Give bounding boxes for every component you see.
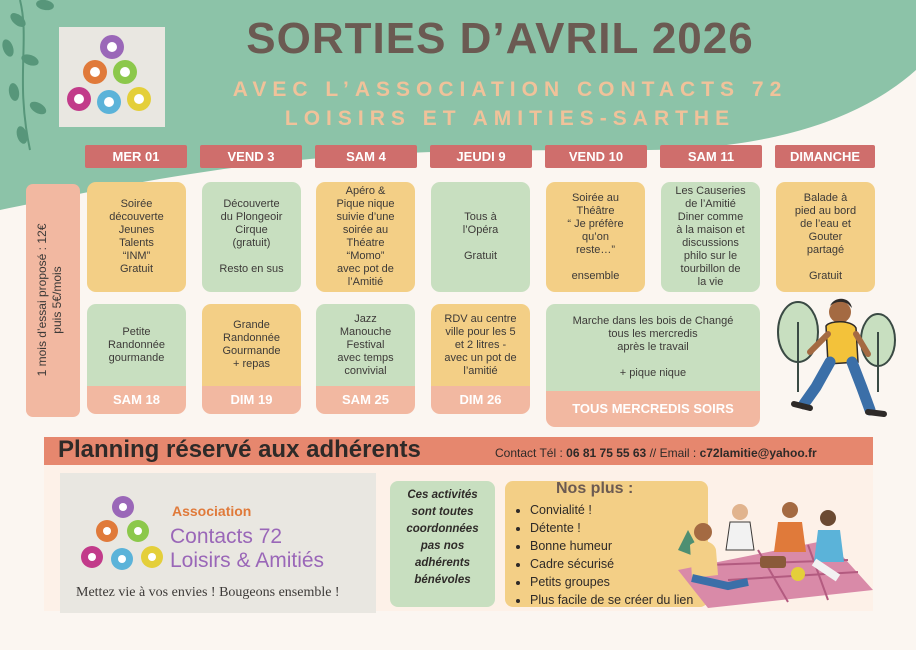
association-name-2: Loisirs & Amitiés [170, 549, 325, 572]
contact-phone[interactable]: 06 81 75 55 63 [566, 446, 647, 460]
wednesday-card [546, 304, 760, 427]
day-label: SAM 18 [87, 386, 186, 414]
hand-logo-icon [78, 493, 168, 579]
day-label: TOUS MERCREDIS SOIRS [546, 391, 760, 427]
list-item: • Petits groupes [530, 573, 693, 591]
planning-title: Planning réservé aux adhérents [58, 436, 421, 463]
weekend-card [316, 304, 415, 414]
list-item: • Détente ! [530, 519, 693, 537]
subtitle-line-2: LOISIRS ET AMITIES-SARTHE [284, 107, 736, 130]
day-label: DIM 26 [431, 386, 530, 414]
day-label: SAM 4 [315, 145, 417, 168]
contact-email[interactable]: c72lamitie@yahoo.fr [699, 446, 817, 460]
list-item: • Cadre sécurisé [530, 555, 693, 573]
association-name-1: Contacts 72 [170, 525, 283, 548]
activity-card: Jazz Manouche Festival avec temps convivial [316, 304, 415, 386]
association-card [60, 473, 376, 613]
activity-card: Tous à l’Opéra Gratuit [431, 182, 530, 292]
day-label: VEND 10 [545, 145, 647, 168]
activity-card: Soirée découverte Jeunes Talents “INM” Gratuit [87, 182, 186, 292]
plus-title: Nos plus : [556, 480, 634, 497]
list-item: • Plus facile de se créer du lien [530, 591, 693, 609]
contact-info [495, 446, 817, 460]
weekend-card [87, 304, 186, 414]
activity-card: RDV au centre ville pour les 5 et 2 litres - avec un pot de l’amitié [431, 304, 530, 386]
trial-text: 1 mois d’essai proposé : 12€ puis 5€/mois [35, 223, 64, 377]
day-label: SAM 25 [316, 386, 415, 414]
activity-card: Marche dans les bois de Changé tous les mercredis après le travail + pique nique [546, 304, 760, 391]
weekend-card [202, 304, 301, 414]
activity-card: Balade à pied au bord de l’eau et Gouter partagé Gratuit [776, 182, 875, 292]
association-slogan: Mettez vie à vos envies ! Bougeons ensemble ! [76, 585, 340, 600]
day-label: MER 01 [85, 145, 187, 168]
activity-card: Apéro & Pique nique suivie d’une soirée au Théatre “Momo” avec pot de l’Amitié [316, 182, 415, 292]
activity-card: Découverte du Plongeoir Cirque (gratuit) Resto en sus [202, 182, 301, 292]
email-label: // Email : [646, 446, 700, 460]
list-item: • Convialité ! [530, 501, 693, 519]
activity-card: Les Causeries de l’Amitié Diner comme à la maison et discussions philo sur le tourbillon de la vie [661, 182, 760, 292]
activity-card: Grande Randonnée Gourmande + repas [202, 304, 301, 386]
list-item: • Bonne humeur [530, 537, 693, 555]
activity-card: Soirée au Théâtre “ Je préfère qu’on reste…” ensemble [546, 182, 645, 292]
subtitle-line-1: AVEC L’ASSOCIATION CONTACTS 72 [232, 78, 788, 101]
day-label: DIMANCHE [775, 145, 875, 168]
activity-card: Petite Randonnée gourmande [87, 304, 186, 386]
plus-list [510, 501, 693, 609]
association-kicker: Association [172, 503, 252, 519]
contact-label: Contact Tél : [495, 446, 567, 460]
day-label: SAM 11 [660, 145, 762, 168]
coordination-note: Ces activités sont toutes coordonnées pas nos adhérents bénévoles [390, 481, 495, 607]
page-title: SORTIES D’AVRIL 2026 [246, 14, 754, 63]
trial-offer [26, 184, 80, 417]
weekend-card [431, 304, 530, 414]
picnic-illustration-icon [668, 490, 878, 610]
walking-man-icon [770, 292, 900, 420]
day-label: VEND 3 [200, 145, 302, 168]
day-label: DIM 19 [202, 386, 301, 414]
day-label: JEUDI 9 [430, 145, 532, 168]
